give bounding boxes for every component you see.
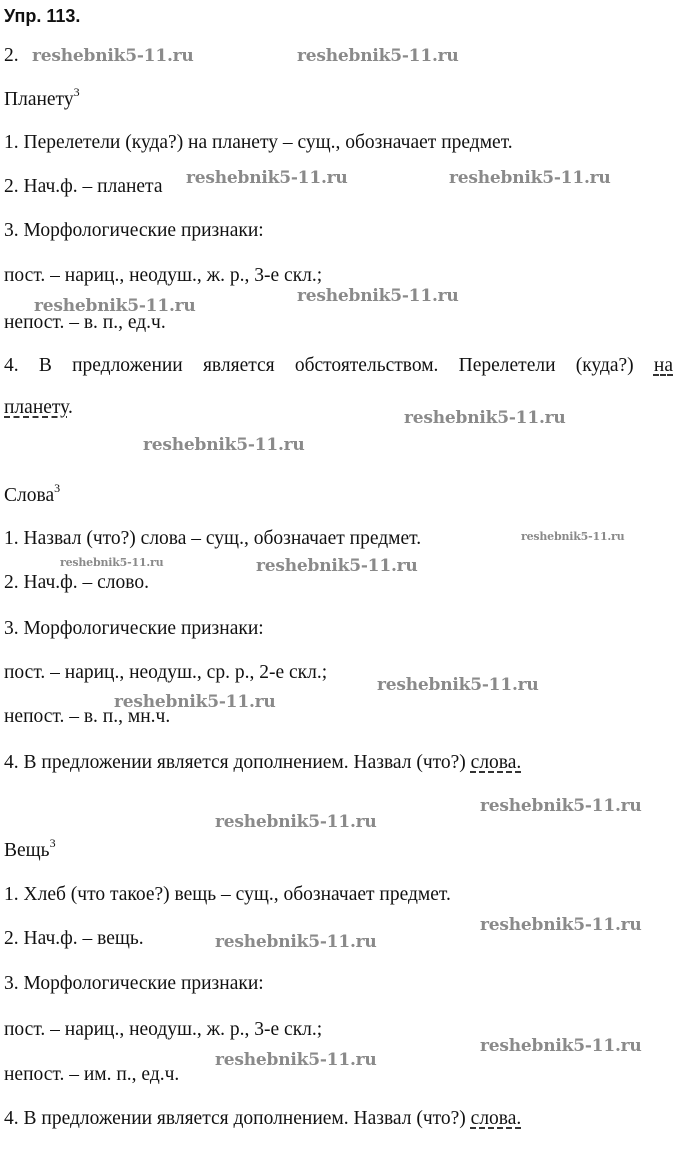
watermark: reshebnik5-11.ru — [32, 46, 194, 66]
analysis-line: 1. Перелетели (куда?) на планету – сущ., обозначает предмет. — [4, 132, 513, 153]
watermark: reshebnik5-11.ru — [480, 915, 642, 935]
analysis-line: 3. Морфологические признаки: — [4, 618, 264, 639]
watermark: reshebnik5-11.ru — [404, 408, 566, 428]
analysis-line: 1. Хлеб (что такое?) вещь – сущ., обозначает предмет. — [4, 884, 451, 905]
analysis-line: планету. — [4, 397, 73, 418]
watermark: reshebnik5-11.ru — [143, 435, 305, 455]
watermark: reshebnik5-11.ru — [377, 675, 539, 695]
analysis-line: непост. – им. п., ед.ч. — [4, 1064, 180, 1085]
watermark: reshebnik5-11.ru — [256, 556, 418, 576]
analysis-line: 3. Морфологические признаки: — [4, 220, 264, 241]
watermark: reshebnik5-11.ru — [215, 812, 377, 832]
watermark: reshebnik5-11.ru — [297, 46, 459, 66]
watermark: reshebnik5-11.ru — [449, 168, 611, 188]
word-heading-slova: Слова$^3$ — [4, 480, 61, 506]
analysis-line: непост. – в. п., мн.ч. — [4, 706, 171, 727]
analysis-line: 2. Нач.ф. – вещь. — [4, 928, 144, 949]
watermark: reshebnik5-11.ru — [60, 556, 164, 569]
watermark: reshebnik5-11.ru — [480, 1036, 642, 1056]
watermark: reshebnik5-11.ru — [297, 286, 459, 306]
analysis-line: 3. Морфологические признаки: — [4, 973, 264, 994]
analysis-line: пост. – нариц., неодуш., ж. р., 3-е скл.; — [4, 265, 323, 286]
analysis-line: 4. В предложении является обстоятельством. Перелетели (куда?) на — [4, 355, 673, 376]
analysis-line: пост. – нариц., неодуш., ж. р., 3-е скл.; — [4, 1019, 323, 1040]
watermark: reshebnik5-11.ru — [186, 168, 348, 188]
analysis-line: 2. Нач.ф. – слово. — [4, 572, 149, 593]
analysis-line: непост. – в. п., ед.ч. — [4, 312, 166, 333]
watermark: reshebnik5-11.ru — [215, 932, 377, 952]
exercise-title: Упр. 113. — [4, 6, 81, 26]
item-number: 2. — [4, 45, 19, 66]
watermark: reshebnik5-11.ru — [34, 296, 196, 316]
analysis-line: пост. – нариц., неодуш., ср. р., 2-е скл.; — [4, 662, 328, 683]
watermark: reshebnik5-11.ru — [215, 1050, 377, 1070]
analysis-line: 4. В предложении является дополнением. Назвал (что?) слова. — [4, 752, 522, 773]
watermark: reshebnik5-11.ru — [480, 796, 642, 816]
word-heading-veshch: Вещь$^3$ — [4, 835, 56, 861]
analysis-line: 2. Нач.ф. – планета — [4, 176, 163, 197]
watermark: reshebnik5-11.ru — [521, 530, 625, 543]
analysis-line: 4. В предложении является дополнением. Назвал (что?) слова. — [4, 1108, 522, 1129]
word-heading-planetu: Планету$^3$ — [4, 84, 80, 110]
analysis-line: 1. Назвал (что?) слова – сущ., обозначает предмет. — [4, 528, 422, 549]
watermark: reshebnik5-11.ru — [114, 692, 276, 712]
